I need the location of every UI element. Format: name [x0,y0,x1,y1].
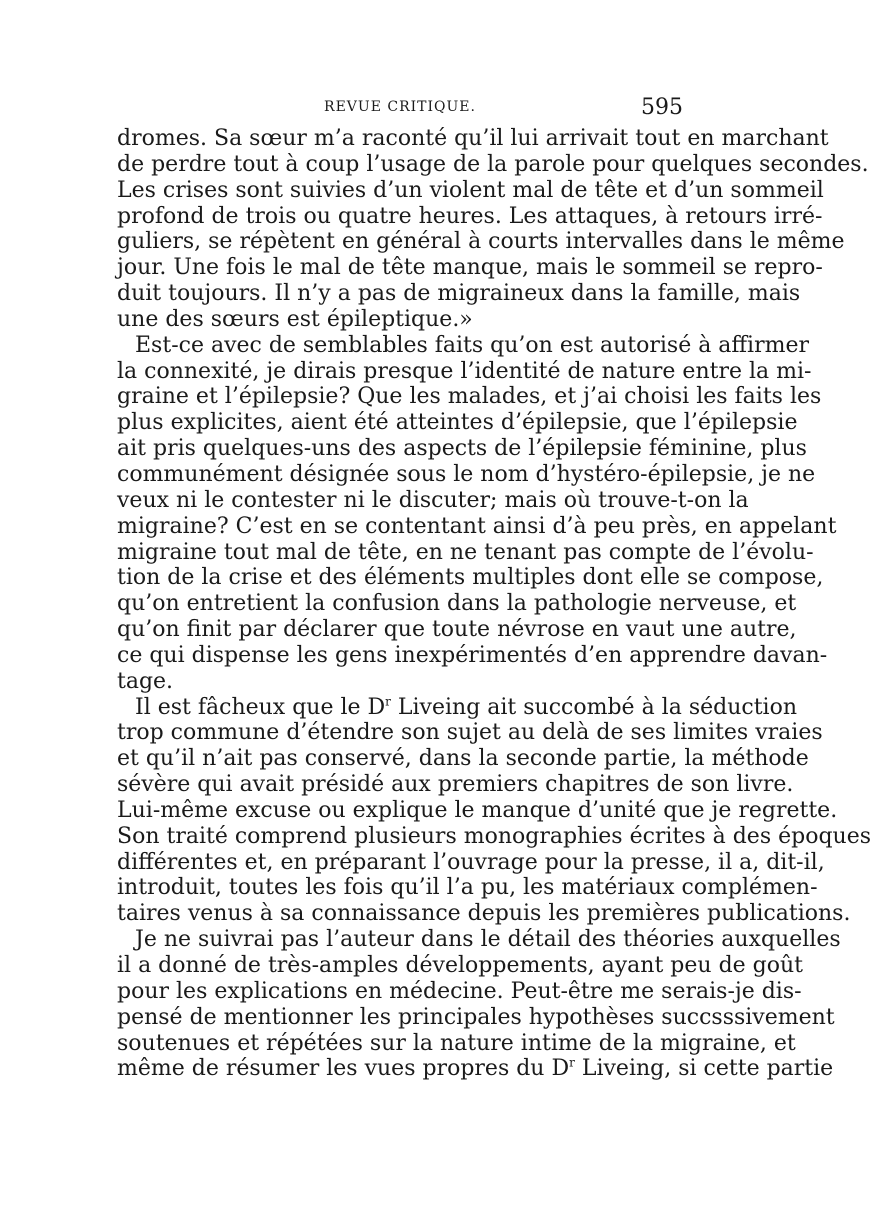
text-line [117,642,828,669]
text-line [117,307,683,333]
text-line-content: sévère qui avait présidé aux premiers chapitres de son livre. [117,772,794,798]
text-line [117,875,818,901]
text-line-content: Je ne suivrai pas l’auteur dans le détail des théories auxquelles [135,927,841,953]
text-line-content: migraine? C’est en se contentant ainsi d’à peu près, en appelant [117,513,837,539]
text-line-content: introduit, toutes les fois qu’il l’a pu, les matériaux complémen- [117,875,818,901]
text-line-content: communément désignée sous le nom d’hystéro-épilepsie, je ne [117,461,816,487]
text-line-content: ait pris quelques-uns des aspects de l’épilepsie féminine, plus [117,436,807,462]
text-line [117,281,801,307]
text-line [117,978,802,1005]
text-line-content: tion de la crise et des éléments multiples dont elle se compose, [117,565,824,591]
text-line [117,513,837,540]
text-line-content: migraine tout mal de tête, en ne tenant pas compte de l’évolu- [117,539,814,565]
text-line [117,617,797,643]
text-line [117,797,838,824]
text-line-content: qu’on entretient la confusion dans la pathologie nerveuse, et [117,591,797,617]
text-line-continuation: Liveing, si cette partie [574,1056,834,1082]
page-number: 595 [641,95,683,120]
running-title: REVUE CRITIQUE. [324,99,476,115]
text-line-content: différentes et, en préparant l’ouvrage pour la presse, il a, dit-il, [117,849,825,875]
text-line [117,901,851,927]
text-line-content: et qu’il n’ait pas conservé, dans la seconde partie, la méthode [117,746,809,772]
text-line [117,487,749,514]
text-line [117,358,812,385]
text-line-content: dromes. Sa sœur m’a raconté qu’il lui arrivait tout en marchant [117,126,829,151]
text-line-content: de perdre tout à coup l’usage de la parole pour quelques secondes. [117,151,869,177]
text-line [117,1030,796,1057]
text-line-content: veux ni le contester ni le discuter; mais où trouve-t-on la [117,487,749,513]
text-line [117,823,871,850]
text-line [117,746,809,772]
text-line [117,539,814,566]
text-line-content: Les crises sont suivies d’un violent mal de tête et d’un sommeil [117,177,824,203]
text-line-content: trop commune d’étendre son sujet au delà de ses limites vraies [117,720,823,746]
text-line-content: jour. Une fois le mal de tête manque, mais le sommeil se repro- [117,255,823,281]
text-line-content: Lui-même excuse ou explique le manque d’unité que je regrette. [117,797,838,823]
text-line-content: graine et l’épilepsie? Que les malades, et j’ai choisi les faits les [117,384,822,410]
text-line-content: soutenues et répétées sur la nature intime de la migraine, et [117,1030,796,1056]
text-line-content: plus explicites, aient été atteintes d’épilepsie, que l’épilepsie [117,410,798,436]
text-line [117,772,794,798]
text-line-content: ce qui dispense les gens inexpérimentés d’en apprendre davan- [117,642,828,668]
text-line [117,694,797,721]
text-line-content: qu’on finit par déclarer que toute névrose en vaut une autre, [117,617,797,643]
text-line [117,203,823,230]
text-line [117,720,823,746]
text-line [117,927,841,953]
text-line [117,384,822,410]
superscript: r [569,1056,575,1071]
text-line [117,1056,834,1082]
text-line-content: il a donné de très-amples développements, ayant peu de goût [117,953,803,978]
text-line [117,229,845,255]
superscript: r [385,694,391,709]
text-line-content: taires venus à sa connaissance depuis les premières publications. [117,901,851,927]
text-line-content: duit toujours. Il n’y a pas de migraineux dans la famille, mais [117,281,801,307]
text-line-content: la connexité, je dirais presque l’identité de nature entre la mi- [117,358,812,384]
text-line [117,669,683,695]
text-line [117,849,825,876]
text-line-content: Son traité comprend plusieurs monographies écrites à des époques [117,823,871,849]
text-line [117,591,797,617]
text-line [117,410,798,436]
text-line-content: Est-ce avec de semblables faits qu’on est autorisé à affirmer [135,332,810,358]
text-line [117,151,869,178]
text-line-content: pour les explications en médecine. Peut-être me serais-je dis- [117,978,802,1004]
text-line [117,461,816,488]
text-line [117,177,824,204]
text-line-continuation: Liveing ait succombé à la séduction [390,694,797,720]
text-line-content: même de résumer les vues propres du D [117,1056,570,1082]
body-text [117,126,871,1082]
text-line [117,953,803,979]
text-line [117,332,810,359]
text-line [117,1004,835,1031]
text-line-content: Il est fâcheux que le D [135,694,386,720]
text-line-content: pensé de mentionner les principales hypothèses succsssivement [117,1004,835,1030]
text-line-content: tage. [117,668,174,694]
text-line [117,255,823,281]
text-line-content: guliers, se répètent en général à courts intervalles dans le même [117,229,845,255]
text-line [117,565,824,591]
running-head [117,95,683,119]
text-line [117,436,807,462]
text-line-content: une des sœurs est épileptique.» [117,306,473,332]
text-line-content: profond de trois ou quatre heures. Les attaques, à retours irré- [117,203,823,229]
text-line [117,126,829,152]
